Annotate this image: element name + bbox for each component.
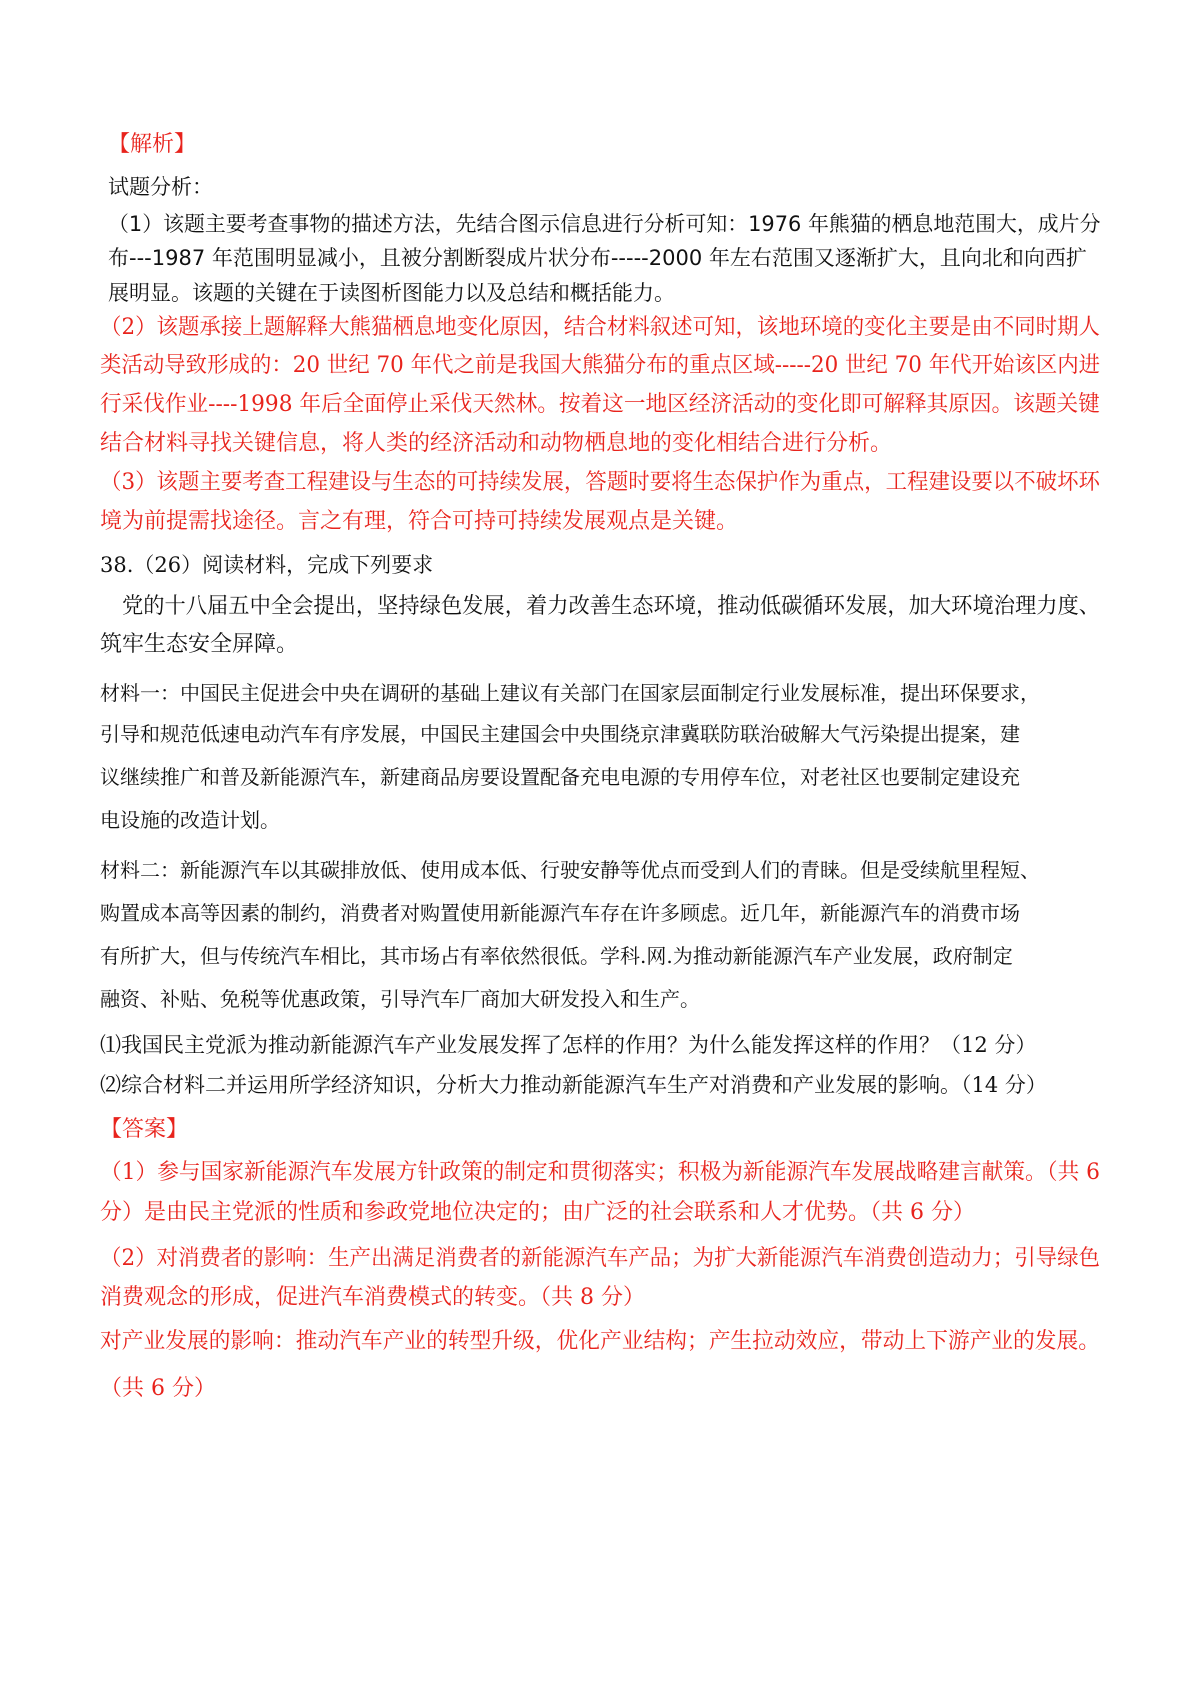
material2-line3: 有所扩大，但与传统汽车相比，其市场占有率依然很低。学科.网.为推动新能源汽车产业发展，政府制定 <box>100 944 1013 968</box>
analysis-subheading: 试题分析： <box>108 175 213 199</box>
material2-line1: 材料二：新能源汽车以其碳排放低、使用成本低、行驶安静等优点而受到人们的青睐。但是受续航里程短、 <box>100 858 1040 882</box>
answer-3-line1: 对产业发展的影响：推动汽车产业的转型升级，优化产业结构；产生拉动效应，带动上下游产业的发展。 <box>100 1329 1101 1354</box>
answer-1-line2: 分）是由民主党派的性质和参政党地位决定的；由广泛的社会联系和人才优势。（共 6 分） <box>100 1200 975 1225</box>
material1-line1: 材料一：中国民主促进会中央在调研的基础上建议有关部门在国家层面制定行业发展标准，提出环保要求， <box>100 681 1040 705</box>
analysis-p3-line2: 境为前提需找途径。言之有理，符合可持可持续发展观点是关键。 <box>100 509 739 534</box>
material2-line2: 购置成本高等因素的制约，消费者对购置使用新能源汽车存在许多顾虑。近几年，新能源汽车的消费市场 <box>100 901 1020 925</box>
question-2: ⑵综合材料二并运用所学经济知识，分析大力推动新能源汽车生产对消费和产业发展的影响。（14 分） <box>100 1073 1047 1097</box>
analysis-heading: 【解析】 <box>108 132 197 157</box>
material1-line2: 引导和规范低速电动汽车有序发展，中国民主建国会中央围绕京津冀联防联治破解大气污染提出提案，建 <box>100 722 1020 746</box>
material2-line4: 融资、补贴、免税等优惠政策，引导汽车厂商加大研发投入和生产。 <box>100 987 700 1011</box>
analysis-p1-line2: 布---1987 年范围明显减小，且被分割断裂成片状分布-----2000 年左右范围又逐渐扩大，且向北和向西扩 <box>108 246 1087 270</box>
answer-heading: 【答案】 <box>100 1117 189 1142</box>
analysis-p2-line2: 类活动导致形成的：20 世纪 70 年代之前是我国大熊猫分布的重点区域-----20 世纪 70 年代开始该区内进 <box>100 353 1101 378</box>
analysis-p3-line1: （3）该题主要考查工程建设与生态的可持续发展，答题时要将生态保护作为重点，工程建设要以不破坏环 <box>100 470 1101 495</box>
analysis-p1-line1: （1）该题主要考查事物的描述方法，先结合图示信息进行分析可知：1976 年熊猫的栖息地范围大，成片分 <box>108 212 1101 236</box>
answer-1-line1: （1）参与国家新能源汽车发展方针政策的制定和贯彻落实；积极为新能源汽车发展战略建言献策。（共 6 <box>100 1160 1100 1185</box>
question-intro-line1: 党的十八届五中全会提出，坚持绿色发展，着力改善生态环境，推动低碳循环发展，加大环境治理力度、 <box>122 594 1101 619</box>
answer-3-line2: （共 6 分） <box>100 1376 216 1401</box>
answer-2-line1: （2）对消费者的影响：生产出满足消费者的新能源汽车产品；为扩大新能源汽车消费创造动力；引导绿色 <box>100 1246 1101 1271</box>
analysis-p1-line3: 展明显。该题的关键在于读图析图能力以及总结和概括能力。 <box>108 281 675 305</box>
material1-line4: 电设施的改造计划。 <box>100 808 280 832</box>
question-title: 38.（26）阅读材料，完成下列要求 <box>100 553 434 577</box>
analysis-p2-line1: （2）该题承接上题解释大熊猫栖息地变化原因，结合材料叙述可知，该地环境的变化主要是由不同时期人 <box>100 315 1101 340</box>
question-1: ⑴我国民主党派为推动新能源汽车产业发展发挥了怎样的作用？为什么能发挥这样的作用？（12 分） <box>100 1033 1037 1057</box>
analysis-p2-line3: 行采伐作业----1998 年后全面停止采伐天然林。按着这一地区经济活动的变化即可解释其原因。该题关键 <box>100 392 1100 417</box>
answer-2-line2: 消费观念的形成，促进汽车消费模式的转变。（共 8 分） <box>100 1285 645 1310</box>
material1-line3: 议继续推广和普及新能源汽车，新建商品房要设置配备充电电源的专用停车位，对老社区也要制定建设充 <box>100 765 1020 789</box>
analysis-p2-line4: 结合材料寻找关键信息，将人类的经济活动和动物栖息地的变化相结合进行分析。 <box>100 431 893 456</box>
question-intro-line2: 筑牢生态安全屏障。 <box>100 632 299 657</box>
